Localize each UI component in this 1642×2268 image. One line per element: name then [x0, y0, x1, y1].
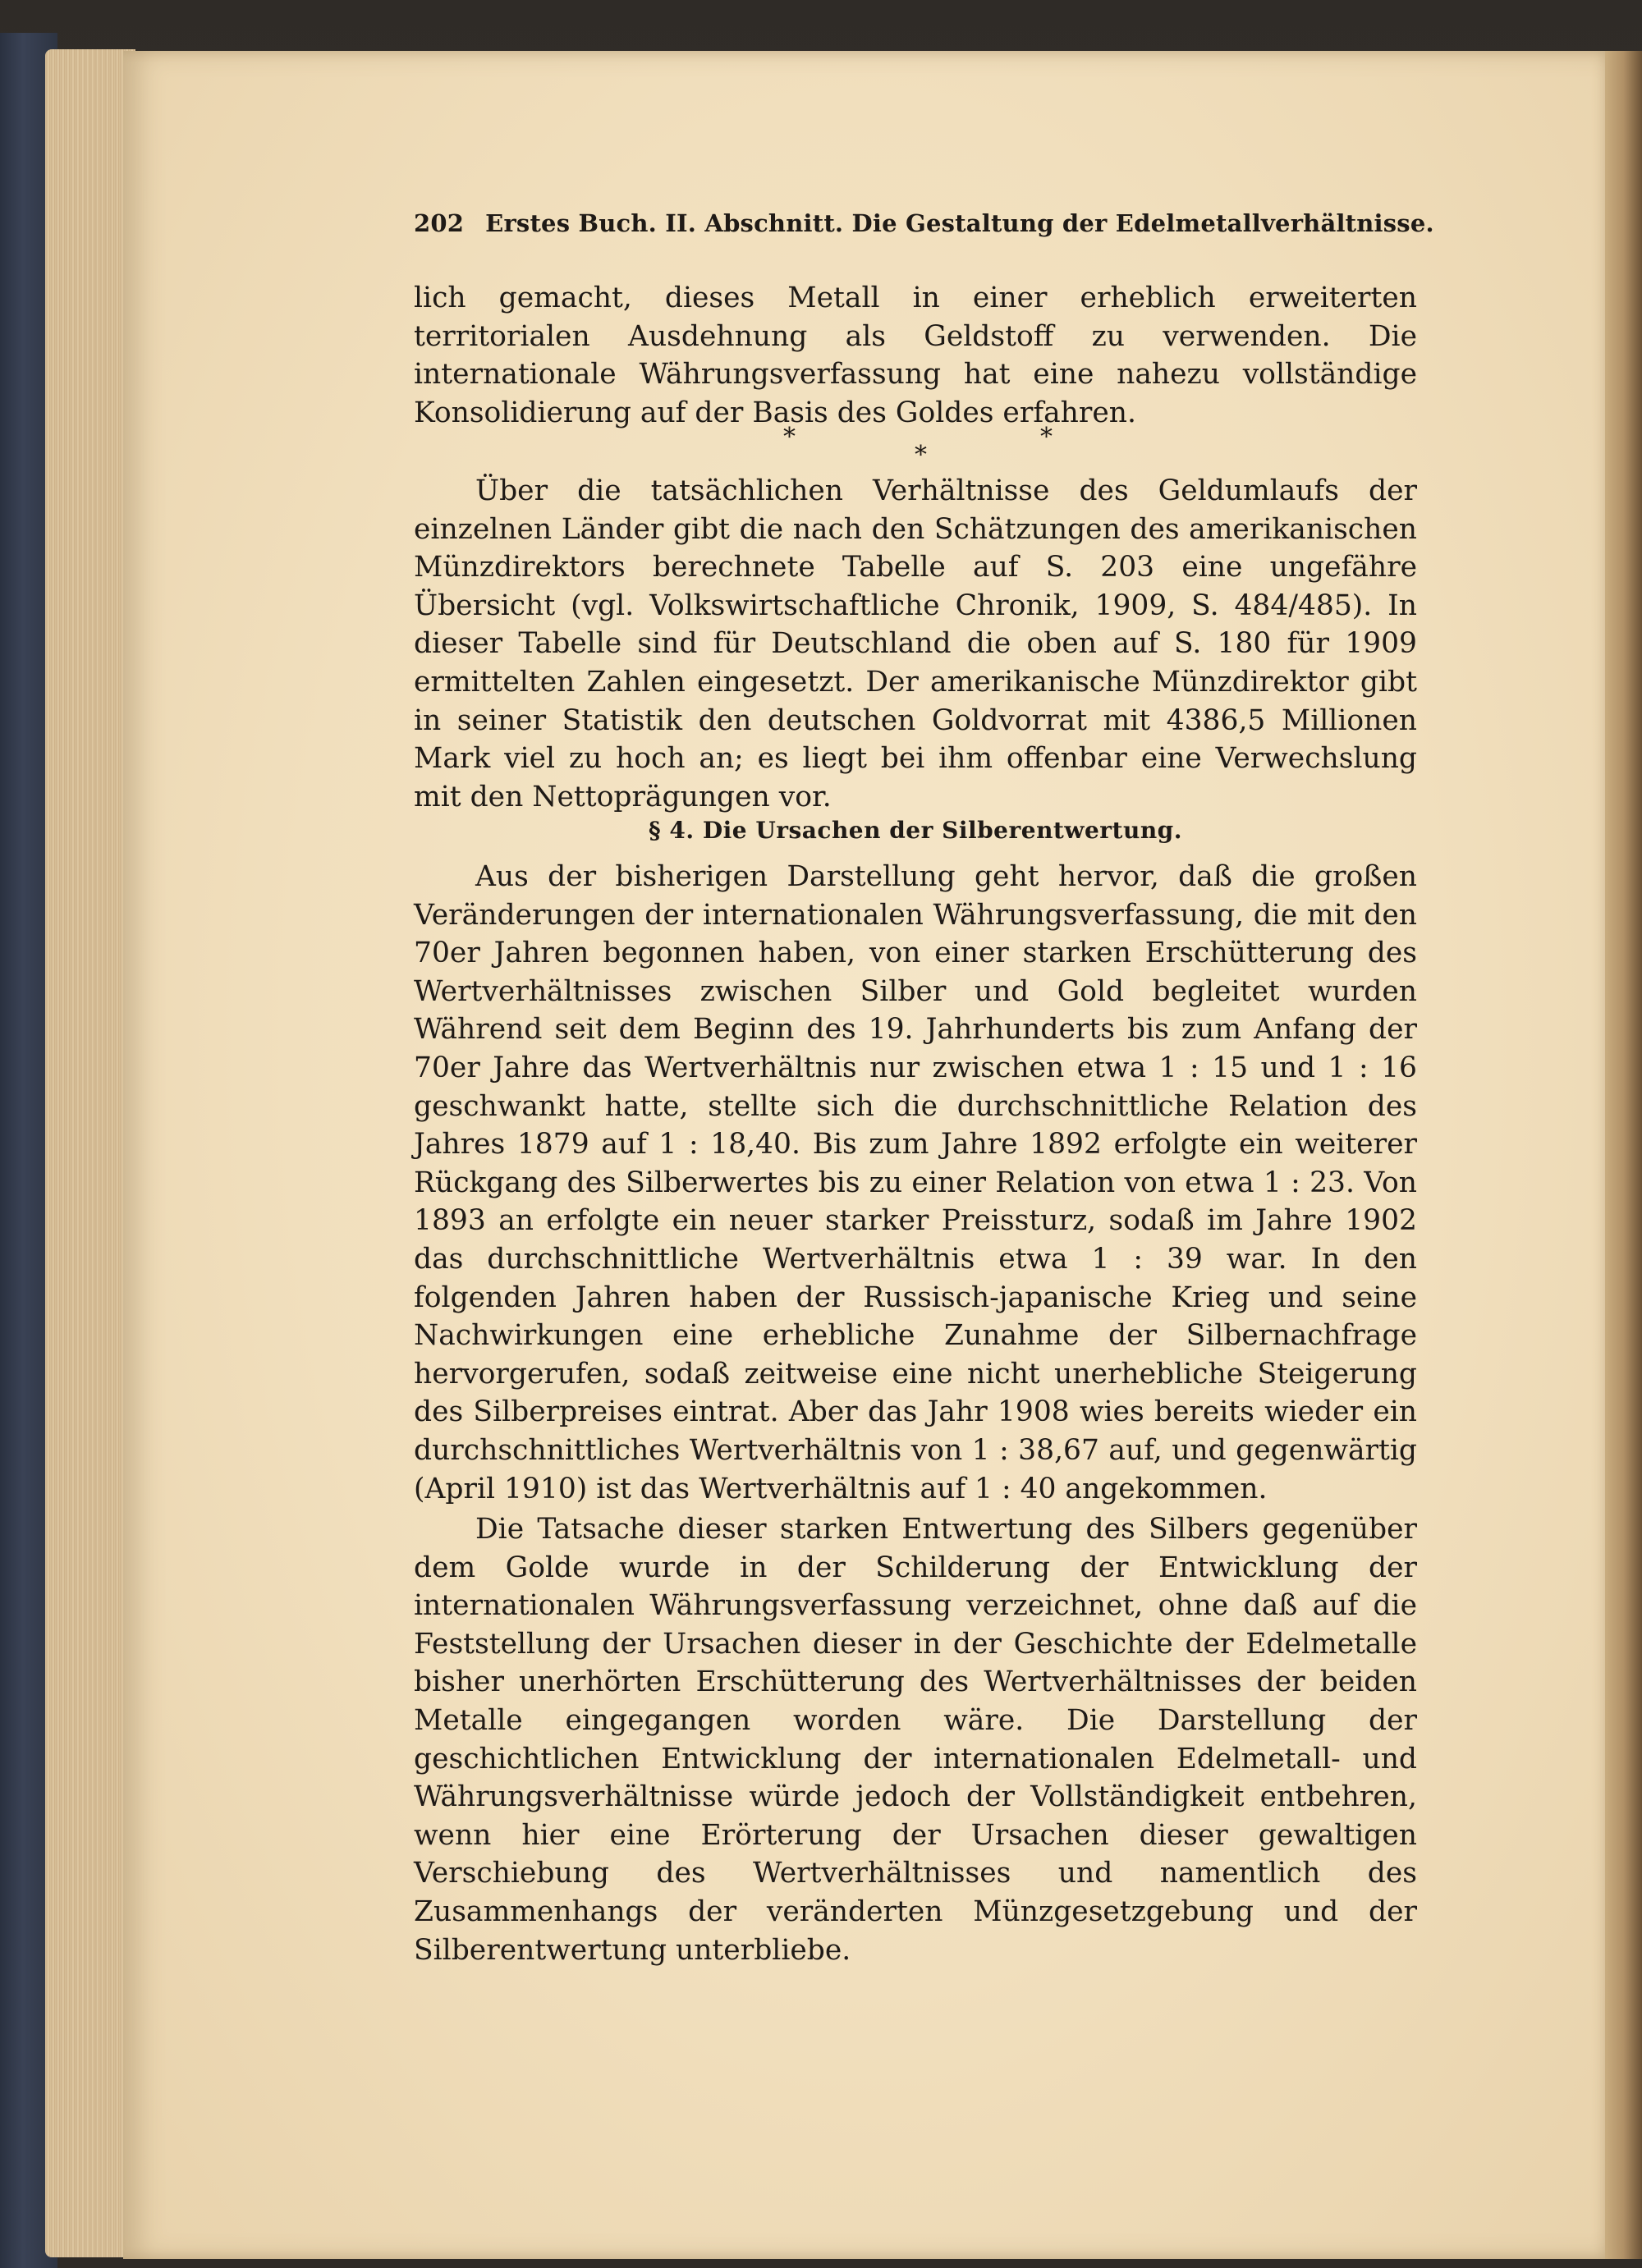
running-head-title: Erstes Buch. II. Abschnitt. Die Gestaltung der Edelmetallverhältnisse. — [485, 209, 1434, 237]
paragraph-causes: Die Tatsache dieser starken Entwertung des Silbers gegenüber dem Golde wurde in der Schilderung der Entwicklung der internationalen Währungsverfassung verzeichnet, ohne daß auf die Feststellung der Ursachen dieser in der Geschichte der Edelmetalle bisher unerhörten Erschütterung des Wertverhältnisses der beiden Metalle eingegangen worden wäre. Die Darstellung der geschichtlichen Entwicklung der internationalen Edelmetall- und Währungsverhältnisse würde jedoch der Vollständigkeit entbehren, wenn hier eine Erörterung der Ursachen dieser gewaltigen Verschiebung des Wertverhältnisses und namentlich des Zusammenhangs der veränderten Münzgesetzgebung und der Silberentwertung unterbliebe. — [414, 1513, 1417, 1967]
running-head — [414, 209, 1434, 245]
paragraph-silver-devaluation: Aus der bisherigen Darstellung geht hervor, daß die großen Veränderungen der internationalen Währungsverfassung, die mit den 70er Jahren begonnen haben, von einer starken Erschütterung des Wertverhältnisses zwischen Silber und Gold begleitet wurden Während seit dem Beginn des 19. Jahrhunderts bis zum Anfang der 70er Jahre das Wertverhältnis nur zwischen etwa 1 : 15 und 1 : 16 geschwankt hatte, stellte sich die durchschnittliche Relation des Jahres 1879 auf 1 : 18,40. Bis zum Jahre 1892 erfolgte ein weiterer Rückgang des Silberwertes bis zu einer Relation von etwa 1 : 23. Von 1893 an erfolgte ein neuer starker Preissturz, sodaß im Jahre 1902 das durchschnittliche Wertverhältnis etwa 1 : 39 war. In den folgenden Jahren haben der Russisch-japanische Krieg und seine Nachwirkungen eine erhebliche Zunahme der Silbernachfrage hervorgerufen, sodaß zeitweise eine nicht unerhebliche Steigerung des Silberpreises eintrat. Aber das Jahr 1908 wies bereits wieder ein durchschnittliches Wertverhältnis von 1 : 38,67 auf, und gegenwärtig (April 1910) ist das Wertverhältnis auf 1 : 40 angekommen. — [414, 860, 1417, 1505]
section-separator — [414, 423, 1417, 472]
section-heading: § 4. Die Ursachen der Silberentwertung. — [648, 817, 1183, 844]
page-edges — [45, 49, 135, 2257]
paragraph-table-note: Über die tatsächlichen Verhältnisse des Geldumlaufs der einzelnen Länder gibt die nach den Schätzungen des amerikanischen Münzdirektors berechnete Tabelle auf S. 203 eine ungefähre Übersicht (vgl. Volkswirtschaftliche Chronik, 1909, S. 484/485). In dieser Tabelle sind für Deutschland die oben auf S. 180 für 1909 ermittelten Zahlen eingesetzt. Der amerikanische Münzdirektor gibt in seiner Statistik den deutschen Goldvorrat mit 4386,5 Millionen Mark viel zu hoch an; es liegt bei ihm offenbar eine Verwechslung mit den Nettoprägungen vor. — [414, 474, 1417, 813]
separator-star: * — [1040, 423, 1053, 451]
page-gutter — [1605, 51, 1642, 2259]
separator-star: * — [783, 423, 796, 451]
paragraph-continuation: lich gemacht, dieses Metall in einer erheblich erweiterten territorialen Ausdehnung als Geldstoff zu verwenden. Die internationale Währungsverfassung hat eine nahezu vollständige Konsolidierung auf der Basis des Goldes erfahren. — [414, 282, 1417, 429]
page-number: 202 — [414, 209, 465, 237]
separator-star: * — [915, 441, 927, 470]
